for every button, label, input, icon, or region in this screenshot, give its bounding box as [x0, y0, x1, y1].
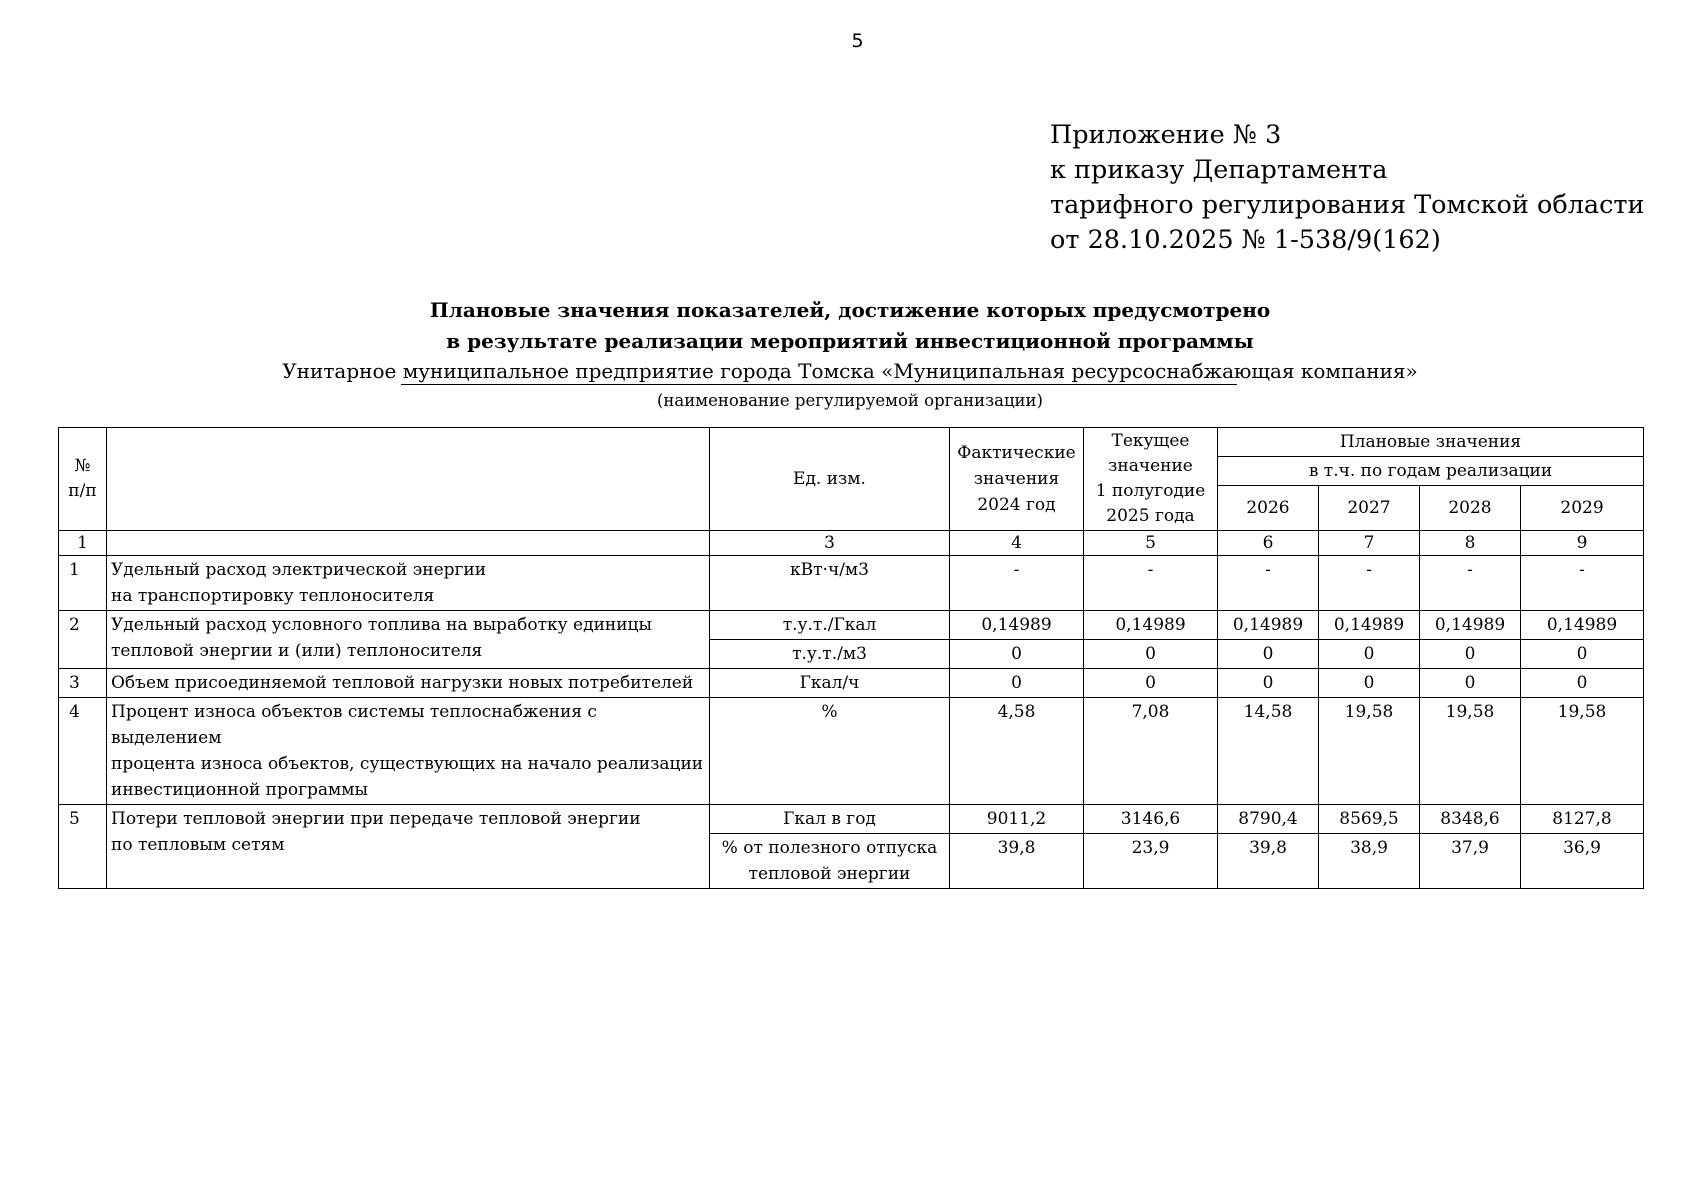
row-unit-line: % от полезного отпуска [721, 838, 938, 858]
row-current: 0 [1084, 640, 1218, 669]
row-actual: - [950, 556, 1084, 611]
table-row [59, 669, 1644, 698]
header-current-line-2: значение [1108, 456, 1193, 476]
table-row [59, 611, 1644, 640]
row-name-line: Удельный расход электрической энергии [111, 560, 487, 580]
row-year-2028: 19,58 [1420, 698, 1521, 805]
column-numbers-row [59, 531, 1644, 556]
row-current: 7,08 [1084, 698, 1218, 805]
row-name-line: Потери тепловой энергии при передаче тепловой энергии [111, 809, 641, 829]
indicators-table [58, 427, 1644, 889]
row-name-line: Удельный расход условного топлива на выработку единицы [111, 615, 653, 635]
row-current: 0 [1084, 669, 1218, 698]
page-number: 5 [851, 30, 864, 52]
table-row [59, 556, 1644, 611]
column-number: 9 [1521, 531, 1644, 556]
row-unit: т.у.т./м3 [710, 640, 950, 669]
title-line-1: Плановые значения показателей, достижение которых предусмотрено [429, 298, 1271, 322]
header-year-2028: 2028 [1420, 486, 1521, 531]
row-unit: Гкал в год [710, 805, 950, 834]
row-year-2029: - [1521, 556, 1644, 611]
header-unit: Ед. изм. [710, 428, 950, 531]
row-name-line: процента износа объектов, существующих на начало реализации [111, 754, 704, 774]
row-year-2026: - [1218, 556, 1319, 611]
column-number: 6 [1218, 531, 1319, 556]
row-actual: 0,14989 [950, 611, 1084, 640]
row-name-line: инвестиционной программы [111, 780, 369, 800]
row-number: 4 [59, 698, 107, 805]
row-indicator-name [107, 611, 710, 669]
header-row-1 [59, 428, 1644, 457]
title-line-2: в результате реализации мероприятий инвестиционной программы [446, 329, 1254, 353]
row-current: 3146,6 [1084, 805, 1218, 834]
row-year-2027: 0 [1319, 640, 1420, 669]
row-year-2027: 8569,5 [1319, 805, 1420, 834]
document-title [0, 295, 1698, 357]
row-unit: кВт·ч/м3 [710, 556, 950, 611]
header-actual-line-3: 2024 год [977, 495, 1056, 515]
organization-caption: (наименование регулируемой организации) [657, 391, 1043, 410]
appendix-line-2: к приказу Департамента [1050, 155, 1388, 185]
header-planned: Плановые значения [1218, 428, 1644, 457]
row-current: 0,14989 [1084, 611, 1218, 640]
row-actual: 9011,2 [950, 805, 1084, 834]
row-indicator-name [107, 556, 710, 611]
row-indicator-name [107, 805, 710, 889]
column-number: 5 [1084, 531, 1218, 556]
column-number: 1 [59, 531, 107, 556]
row-year-2029: 0,14989 [1521, 611, 1644, 640]
row-year-2028: 0,14989 [1420, 611, 1521, 640]
column-number: 3 [710, 531, 950, 556]
row-year-2028: 0 [1420, 640, 1521, 669]
header-current-line-3: 1 полугодие [1095, 481, 1206, 501]
row-number: 2 [59, 611, 107, 669]
row-name-line: тепловой энергии и (или) теплоносителя [111, 641, 483, 661]
row-name-line: Процент износа объектов системы теплоснабжения с выделением [111, 702, 597, 748]
header-current [1084, 428, 1218, 531]
appendix-block [1050, 118, 1645, 258]
row-number: 3 [59, 669, 107, 698]
row-year-2026: 39,8 [1218, 834, 1319, 889]
row-year-2029: 36,9 [1521, 834, 1644, 889]
row-actual: 0 [950, 669, 1084, 698]
row-unit: Гкал/ч [710, 669, 950, 698]
organization-underline [401, 384, 1237, 385]
row-year-2028: 37,9 [1420, 834, 1521, 889]
table-row [59, 805, 1644, 834]
header-number-line-1: № [74, 456, 91, 476]
row-year-2027: 0 [1319, 669, 1420, 698]
row-unit-line: тепловой энергии [748, 864, 911, 884]
header-year-2027: 2027 [1319, 486, 1420, 531]
row-year-2026: 0 [1218, 640, 1319, 669]
row-year-2028: 8348,6 [1420, 805, 1521, 834]
appendix-line-4: от 28.10.2025 № 1-538/9(162) [1050, 225, 1441, 255]
row-year-2029: 0 [1521, 640, 1644, 669]
header-number [59, 428, 107, 531]
row-indicator-name: Объем присоединяемой тепловой нагрузки новых потребителей [107, 669, 710, 698]
row-number: 5 [59, 805, 107, 889]
header-year-2029: 2029 [1521, 486, 1644, 531]
appendix-line-3: тарифного регулирования Томской области [1050, 190, 1645, 220]
row-actual: 39,8 [950, 834, 1084, 889]
row-year-2026: 14,58 [1218, 698, 1319, 805]
row-name-line: по тепловым сетям [111, 835, 285, 855]
header-current-line-4: 2025 года [1106, 506, 1195, 526]
row-name-line: на транспортировку теплоносителя [111, 586, 435, 606]
column-number: 4 [950, 531, 1084, 556]
column-number: 7 [1319, 531, 1420, 556]
row-year-2027: - [1319, 556, 1420, 611]
row-year-2026: 0 [1218, 669, 1319, 698]
row-year-2029: 0 [1521, 669, 1644, 698]
column-number-empty [107, 531, 710, 556]
row-actual: 0 [950, 640, 1084, 669]
row-unit: т.у.т./Гкал [710, 611, 950, 640]
row-current: - [1084, 556, 1218, 611]
header-number-line-2: п/п [68, 481, 97, 501]
row-year-2026: 8790,4 [1218, 805, 1319, 834]
header-indicator-name [107, 428, 710, 531]
header-actual-line-2: значения [973, 469, 1060, 489]
row-year-2026: 0,14989 [1218, 611, 1319, 640]
row-actual: 4,58 [950, 698, 1084, 805]
row-number: 1 [59, 556, 107, 611]
header-actual-line-1: Фактические [957, 443, 1076, 463]
row-year-2029: 8127,8 [1521, 805, 1644, 834]
row-year-2028: 0 [1420, 669, 1521, 698]
row-year-2027: 0,14989 [1319, 611, 1420, 640]
row-indicator-name [107, 698, 710, 805]
column-number: 8 [1420, 531, 1521, 556]
header-current-line-1: Текущее [1111, 431, 1190, 451]
header-actual [950, 428, 1084, 531]
row-year-2029: 19,58 [1521, 698, 1644, 805]
header-by-years: в т.ч. по годам реализации [1218, 457, 1644, 486]
organization-name: Унитарное муниципальное предприятие города Томска «Муниципальная ресурсоснабжающая компания» [282, 359, 1418, 383]
row-year-2027: 19,58 [1319, 698, 1420, 805]
row-current: 23,9 [1084, 834, 1218, 889]
header-year-2026: 2026 [1218, 486, 1319, 531]
appendix-line-1: Приложение № 3 [1050, 120, 1282, 150]
row-unit [710, 834, 950, 889]
row-year-2028: - [1420, 556, 1521, 611]
row-unit: % [710, 698, 950, 805]
row-year-2027: 38,9 [1319, 834, 1420, 889]
table-row [59, 698, 1644, 805]
